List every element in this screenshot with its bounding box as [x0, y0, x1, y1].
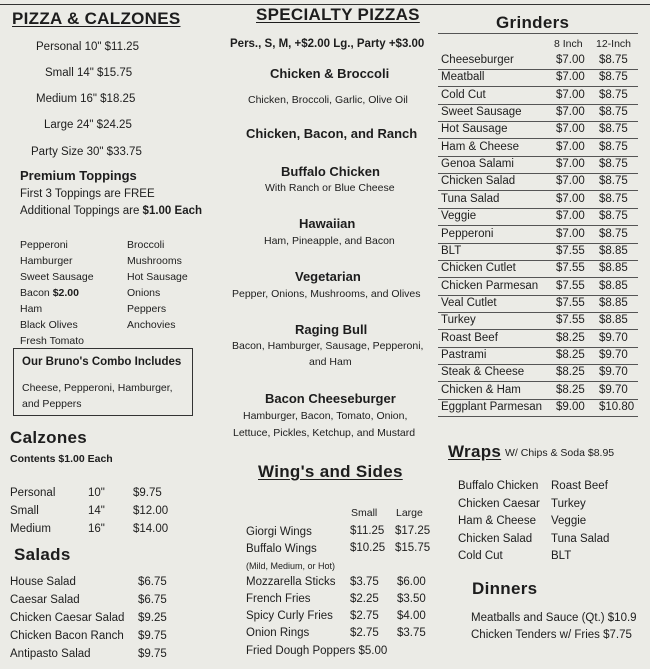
side-price-large: $4.00 — [397, 610, 426, 622]
side-price-small: $3.75 — [350, 576, 379, 588]
calzone-price: $12.00 — [133, 505, 169, 517]
specialty-name: Bacon Cheeseburger — [265, 391, 396, 406]
fried-dough: Fried Dough Poppers $5.00 — [246, 645, 388, 657]
pizza-size: Large 24" $24.25 — [44, 119, 132, 131]
grinder-name: BLT — [441, 245, 462, 257]
grinder-price-12: $8.75 — [599, 193, 628, 205]
grinder-price-8: $7.55 — [556, 262, 585, 274]
grinder-name: Hot Sausage — [441, 123, 508, 135]
grinder-row-rule — [438, 138, 638, 139]
side-name: French Fries — [246, 593, 311, 605]
side-price-large: $6.00 — [397, 576, 426, 588]
topping-item: Mushrooms — [127, 255, 182, 267]
salad-price: $9.75 — [138, 630, 167, 642]
calzone-inches: 10" — [88, 487, 105, 499]
topping-item: Peppers — [127, 303, 167, 315]
side-name: Spicy Curly Fries — [246, 610, 333, 622]
pizza-calzones-title: PIZZA & CALZONES — [12, 9, 181, 28]
specialty-name: Buffalo Chicken — [281, 164, 380, 179]
specialty-name: Chicken, Bacon, and Ranch — [246, 126, 418, 141]
wrap-item: Chicken Salad — [458, 533, 533, 545]
grinder-name: Chicken Cutlet — [441, 262, 516, 274]
side-price-small: $2.75 — [350, 610, 379, 622]
grinder-row-rule — [438, 173, 638, 174]
grinder-row-rule — [438, 86, 638, 87]
grinder-price-12: $8.75 — [599, 141, 628, 153]
grinder-price-8: $7.00 — [556, 175, 585, 187]
calzone-size: Small — [10, 505, 39, 517]
pizza-size: Medium 16" $18.25 — [36, 93, 136, 105]
grinder-price-8: $7.00 — [556, 158, 585, 170]
salad-name: House Salad — [10, 576, 76, 588]
grinder-name: Genoa Salami — [441, 158, 514, 170]
grinder-name: Chicken Salad — [441, 175, 516, 187]
grinder-row-rule — [438, 190, 638, 191]
side-price-small: $11.25 — [350, 525, 385, 537]
grinder-price-12: $10.80 — [599, 401, 635, 413]
side-name: Giorgi Wings — [246, 526, 312, 538]
grinder-price-12: $9.70 — [599, 349, 628, 361]
grinder-row-rule — [438, 381, 638, 382]
grinder-price-12: $9.70 — [599, 384, 628, 396]
topping-item: Hot Sausage — [127, 271, 188, 283]
grinder-row-rule — [438, 329, 638, 330]
side-price-large: $15.75 — [395, 542, 431, 554]
grinder-row-rule — [438, 121, 638, 122]
specialty-name: Hawaiian — [299, 216, 356, 231]
salad-price: $6.75 — [138, 576, 167, 588]
grinder-price-12: $8.85 — [599, 280, 628, 292]
grinder-price-8: $7.00 — [556, 89, 585, 101]
grinder-name: Roast Beef — [441, 332, 498, 344]
grinder-price-12: $9.70 — [599, 366, 628, 378]
wrap-item: Roast Beef — [551, 480, 608, 492]
grinder-row-rule — [438, 364, 638, 365]
grinder-price-12: $8.85 — [599, 314, 628, 326]
specialty-pizzas-title: SPECIALTY PIZZAS — [256, 5, 420, 24]
grinders-col-8: 8 Inch — [554, 38, 583, 50]
grinder-row-rule — [438, 156, 638, 157]
grinder-row-rule — [438, 208, 638, 209]
grinder-name: Chicken Parmesan — [441, 280, 539, 292]
calzone-price: $9.75 — [133, 487, 162, 499]
grinder-price-12: $9.70 — [599, 332, 628, 344]
salad-name: Chicken Bacon Ranch — [10, 630, 124, 642]
grinder-price-8: $7.00 — [556, 106, 585, 118]
grinder-price-8: $8.25 — [556, 366, 585, 378]
grinder-row-rule — [438, 416, 638, 417]
wings-sides-title: Wing's and Sides — [258, 462, 403, 481]
grinder-name: Steak & Cheese — [441, 366, 525, 378]
grinder-price-8: $7.00 — [556, 141, 585, 153]
grinder-name: Cheeseburger — [441, 54, 514, 66]
grinder-price-8: $7.55 — [556, 245, 585, 257]
grinder-name: Tuna Salad — [441, 193, 500, 205]
grinder-price-12: $8.75 — [599, 228, 628, 240]
grinder-price-12: $8.75 — [599, 89, 628, 101]
premium-toppings-title: Premium Toppings — [20, 168, 137, 183]
grinder-price-8: $7.55 — [556, 297, 585, 309]
grinder-price-12: $8.75 — [599, 210, 628, 222]
wrap-item: Turkey — [551, 498, 586, 510]
specialty-name: Vegetarian — [295, 269, 361, 284]
salad-name: Chicken Caesar Salad — [10, 612, 125, 624]
grinder-price-12: $8.75 — [599, 158, 628, 170]
side-name: Buffalo Wings — [246, 543, 317, 555]
grinder-price-12: $8.75 — [599, 71, 628, 83]
grinder-row-rule — [438, 69, 638, 70]
grinder-price-8: $8.25 — [556, 332, 585, 344]
side-price-small: $2.75 — [350, 627, 379, 639]
grinder-name: Pepperoni — [441, 228, 494, 240]
side-price-large: $17.25 — [395, 525, 431, 537]
wings-col-small: Small — [351, 507, 378, 519]
calzone-inches: 16" — [88, 523, 105, 535]
topping-item: Onions — [127, 287, 161, 299]
wrap-item: BLT — [551, 550, 572, 562]
grinder-name: Veggie — [441, 210, 477, 222]
specialty-name: Raging Bull — [295, 322, 368, 337]
grinder-price-8: $7.00 — [556, 123, 585, 135]
wrap-item: Veggie — [551, 515, 587, 527]
combo-line: Cheese, Pepperoni, Hamburger, — [22, 382, 173, 394]
specialty-desc: Lettuce, Pickles, Ketchup, and Mustard — [233, 427, 416, 439]
calzones-title: Calzones — [10, 428, 88, 447]
grinder-price-8: $7.00 — [556, 54, 585, 66]
wraps-note: W/ Chips & Soda $8.95 — [505, 447, 615, 459]
grinder-name: Turkey — [441, 314, 476, 326]
grinder-name: Veal Cutlet — [441, 297, 497, 309]
grinder-price-8: $9.00 — [556, 401, 585, 413]
topping-item: Broccoli — [127, 239, 165, 251]
side-price-small: $2.25 — [350, 593, 379, 605]
grinders-col-12: 12-Inch — [596, 38, 632, 50]
grinder-price-12: $8.75 — [599, 106, 628, 118]
calzone-price: $14.00 — [133, 523, 169, 535]
grinder-row-rule — [438, 295, 638, 296]
side-name: Onion Rings — [246, 627, 310, 639]
grinder-price-12: $8.75 — [599, 175, 628, 187]
buffalo-note: (Mild, Medium, or Hot) — [246, 561, 336, 571]
grinder-price-12: $8.85 — [599, 262, 628, 274]
grinder-price-12: $8.75 — [599, 54, 628, 66]
premium-line: First 3 Toppings are FREE — [20, 188, 155, 200]
grinder-row-rule — [438, 347, 638, 348]
specialty-desc: With Ranch or Blue Cheese — [265, 182, 395, 194]
grinder-price-12: $8.85 — [599, 297, 628, 309]
grinder-row-rule — [438, 277, 638, 278]
grinders-rule — [438, 33, 638, 34]
calzones-contents: Contents $1.00 Each — [10, 453, 113, 465]
pizza-size: Personal 10" $11.25 — [36, 41, 139, 53]
salad-name: Caesar Salad — [10, 594, 80, 606]
specialty-desc: Pepper, Onions, Mushrooms, and Olives — [232, 288, 421, 300]
combo-title: Our Bruno's Combo Includes — [22, 356, 182, 368]
topping-item: Sweet Sausage — [20, 271, 94, 283]
topping-item: Fresh Tomato — [20, 335, 84, 347]
grinder-name: Chicken & Ham — [441, 384, 521, 396]
grinder-price-8: $7.55 — [556, 280, 585, 292]
wrap-item: Buffalo Chicken — [458, 480, 539, 492]
premium-line: Additional Toppings are $1.00 Each — [20, 205, 203, 217]
dinner-item: Chicken Tenders w/ Fries $7.75 — [471, 629, 632, 641]
specialty-desc: and Ham — [309, 356, 352, 368]
side-price-large: $3.50 — [397, 593, 426, 605]
dinners-title: Dinners — [472, 579, 538, 598]
grinder-name: Eggplant Parmesan — [441, 401, 543, 413]
salad-price: $9.25 — [138, 612, 167, 624]
wings-col-large: Large — [396, 507, 423, 519]
wrap-item: Chicken Caesar — [458, 498, 540, 510]
calzone-size: Medium — [10, 523, 51, 535]
grinder-row-rule — [438, 225, 638, 226]
specialty-desc: Ham, Pineapple, and Bacon — [264, 235, 395, 247]
topping-item: Ham — [20, 303, 43, 315]
grinder-price-8: $8.25 — [556, 384, 585, 396]
grinder-row-rule — [438, 260, 638, 261]
specialty-desc: Chicken, Broccoli, Garlic, Olive Oil — [248, 94, 408, 106]
wrap-item: Ham & Cheese — [458, 515, 536, 527]
grinder-row-rule — [438, 243, 638, 244]
grinder-row-rule — [438, 399, 638, 400]
grinder-price-8: $8.25 — [556, 349, 585, 361]
specialty-name: Chicken & Broccoli — [270, 66, 390, 81]
grinder-name: Pastrami — [441, 349, 487, 361]
grinder-name: Ham & Cheese — [441, 141, 519, 153]
grinders-title: Grinders — [496, 13, 570, 32]
calzone-inches: 14" — [88, 505, 105, 517]
grinder-price-12: $8.85 — [599, 245, 628, 257]
side-price-large: $3.75 — [397, 627, 426, 639]
grinder-name: Cold Cut — [441, 89, 486, 101]
salad-price: $6.75 — [138, 594, 167, 606]
topping-item: Pepperoni — [20, 239, 68, 251]
pizza-size: Small 14" $15.75 — [45, 67, 133, 79]
grinder-row-rule — [438, 312, 638, 313]
wrap-item: Cold Cut — [458, 550, 503, 562]
specialty-desc: Bacon, Hamburger, Sausage, Pepperoni, — [232, 340, 424, 352]
salad-price: $9.75 — [138, 648, 167, 660]
wraps-title: Wraps — [448, 442, 502, 461]
salad-name: Antipasto Salad — [10, 648, 91, 660]
topping-item: Bacon $2.00 — [20, 287, 79, 299]
topping-item: Hamburger — [20, 255, 73, 267]
dinner-item: Meatballs and Sauce (Qt.) $10.9 — [471, 612, 637, 624]
topping-item: Anchovies — [127, 319, 176, 331]
grinder-name: Meatball — [441, 71, 485, 83]
grinder-price-8: $7.00 — [556, 71, 585, 83]
side-price-small: $10.25 — [350, 542, 386, 554]
grinder-price-8: $7.00 — [556, 210, 585, 222]
side-name: Mozzarella Sticks — [246, 576, 336, 588]
specialty-pricing: Pers., S, M, +$2.00 Lg., Party +$3.00 — [230, 38, 425, 50]
calzone-size: Personal — [10, 487, 56, 499]
grinder-price-8: $7.00 — [556, 228, 585, 240]
grinder-price-8: $7.55 — [556, 314, 585, 326]
grinder-name: Sweet Sausage — [441, 106, 522, 118]
wrap-item: Tuna Salad — [551, 533, 610, 545]
pizza-size: Party Size 30" $33.75 — [31, 146, 142, 158]
specialty-desc: Hamburger, Bacon, Tomato, Onion, — [243, 410, 408, 422]
salads-title: Salads — [14, 545, 71, 564]
combo-line: and Peppers — [22, 398, 82, 410]
topping-item: Black Olives — [20, 319, 78, 331]
grinder-price-12: $8.75 — [599, 123, 628, 135]
grinder-price-8: $7.00 — [556, 193, 585, 205]
grinder-row-rule — [438, 104, 638, 105]
